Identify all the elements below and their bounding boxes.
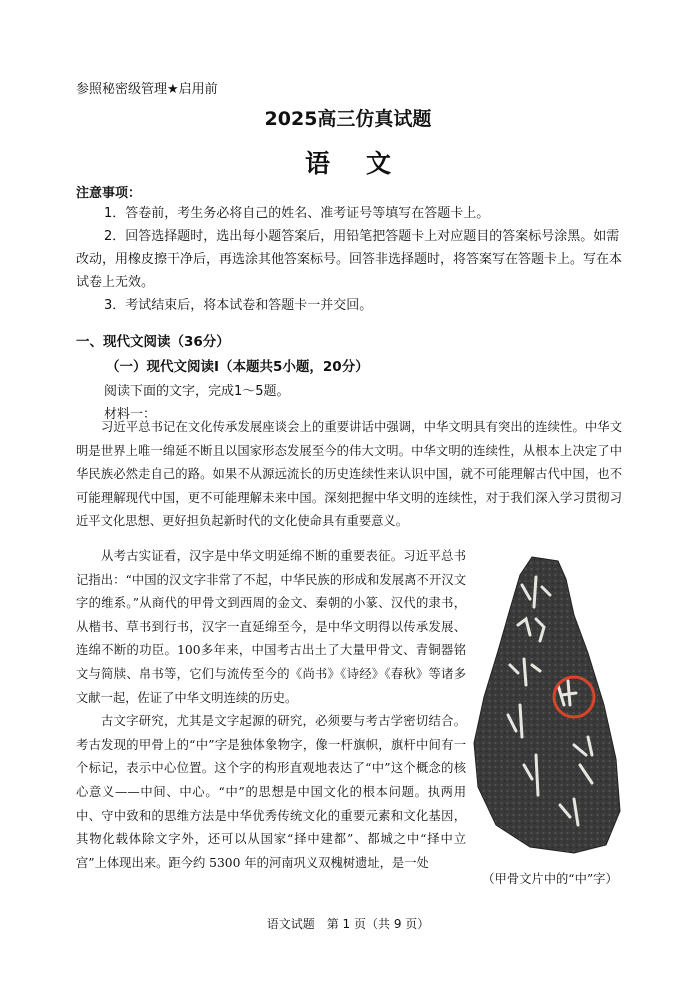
notice-item-2: 2．回答选择题时，选出每小题答案后，用铅笔把答题卡上对应题目的答案标号涂黑。如需改动，用橡皮擦干净后，再选涂其他答案标号。回答非选择题时，将答案写在答题卡上。写在本试卷上无效。 [76,229,623,290]
bone-fragment-shape [474,557,620,853]
subject-title: 语文 [304,149,427,178]
material-paragraphs-2-3 [76,545,466,875]
figure-caption: （甲骨文片中的“中”字） [482,872,618,886]
section-heading: 一、现代文阅读（36分） [76,334,230,350]
notice-item-3: 3．考试结束后，将本试卷和答题卡一并交回。 [104,298,373,313]
exam-title: 2025高三仿真试题 [264,108,432,130]
notice-item-1: 1．答卷前，考生务必将自己的姓名、准考证号等填写在答题卡上。 [104,206,490,221]
notice-list [76,202,622,317]
material-paragraph-1 [76,416,622,534]
reading-instruction: 阅读下面的文字，完成1～5题。 [104,384,290,399]
paragraph-text: 从考古实证看，汉字是中华文明延绵不断的重要表征。习近平总书记指出：“中国的汉文字非常了不起，中华民族的形成和发展离不开汉文字的维系。”从商代的甲骨文到西周的金文、秦朝的小篆、汉代的隶书，从楷书、草书到行书，汉字一直延绵至今，是中华文明得以传承发展、连绵不断的功臣。100多年来，中国考古出土了大量甲骨文、青铜器铭文与简牍、帛书等，它们与流传至今的《尚书》《诗经》《春秋》等诸多文献一起，佐证了中华文明连续的历史。 [76,549,466,705]
paragraph-text: 习近平总书记在文化传承发展座谈会上的重要讲话中强调，中华文明具有突出的连续性。中华文明是世界上唯一绵延不断且以国家形态发展至今的伟大文明。中华文明的连续性，从根本上决定了中华民族必然走自己的路。如果不从源远流长的历史连续性来认识中国，就不可能理解古代中国，也不可能理解现代中国，更不可能理解未来中国。深刻把握中华文明的连续性，对于我们深入学习贯彻习近平文化思想、更好担负起新时代的文化使命具有重要意义。 [76,420,622,529]
notice-heading: 注意事项： [76,186,142,201]
oracle-bone-image [470,555,622,855]
page-footer: 语文试题 第 1 页（共 9 页） [266,917,430,931]
secret-level-label: 参照秘密级管理★启用前 [76,82,218,97]
subsection-heading: （一）现代文阅读Ⅰ（本题共5小题，20分） [106,359,369,375]
paragraph-text: 古文字研究，尤其是文字起源的研究，必须要与考古学密切结合。考古发现的甲骨上的“中”字是独体象物字，像一杆旗帜，旗杆中间有一个标记，表示中心位置。这个字的构形直观地表达了“中”这个概念的核心意义——中间、中心。“中”的思想是中国文化的根本问题。执两用中、守中致和的思维方法是中华优秀传统文化的重要元素和文化基因，其物化载体除文字外，还可以从国家“择中建都”、都城之中“择中立宫”上体现出来。距今约 5300 年的河南巩义双槐树遗址，是一处 [76,714,466,870]
material-label: 材料一： [104,407,157,422]
